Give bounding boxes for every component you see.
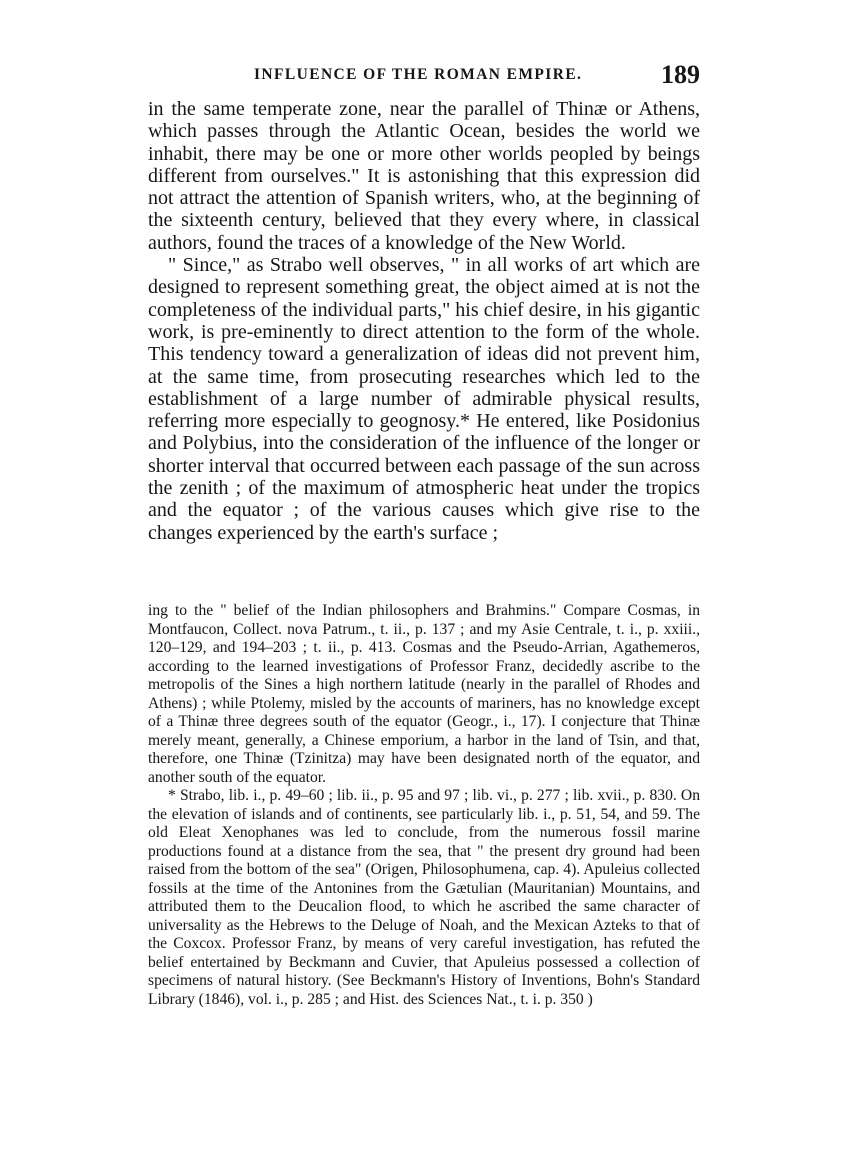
footnote-strabo: * Strabo, lib. i., p. 49–60 ; lib. ii., p. 95 and 97 ; lib. vi., p. 277 ; lib. xvii., p. 830. On the elevation of islands and of continents, see particularly lib. i., p. 51, 54, and 59. The old Eleat Xenophanes was led to conclude, from the numerous fossil marine productions found at a distance from the sea, that " the present dry ground had been raised from the bottom of the sea" (Origen, Philosophumena, cap. 4). Apuleius collected fossils at the time of the Antonines from the Gætulian (Mauritanian) Mountains, and attributed them to the Deucalion flood, to which he ascribed the same character of universality as the Hebrews to the Deluge of Noah, and the Mexican Azteks to that of the Coxcox. Professor Franz, by means of very careful investigation, has refuted the belief entertained by Beckmann and Cuvier, that Apuleius possessed a collection of specimens of natural history. (See Beckmann's History of Inventions, Bohn's Standard Library (1846), vol. i., p. 285 ; and Hist. des Sciences Nat., t. i. p. 350 ) — [148, 787, 700, 1008]
body-paragraph: " Since," as Strabo well observes, " in all works of art which are designed to represent something great, the object aimed at is not the completeness of the individual parts," his chief desire, in his gigantic work, is pre-eminently to direct attention to the form of the whole. This tendency toward a generalization of ideas did not prevent him, at the same time, from prosecuting researches which led to the establishment of a large number of admirable physical results, referring more especially to geognosy.* He entered, like Posidonius and Polybius, into the consideration of the influence of the longer or shorter interval that occurred between each passage of the sun across the zenith ; of the maximum of atmospheric heat under the tropics and the equator ; of the various causes which give rise to the changes experienced by the earth's surface ; — [148, 254, 700, 544]
page-number: 189 — [661, 60, 700, 89]
footnotes — [148, 602, 700, 1009]
page-header — [148, 62, 700, 96]
footnote-continued: ing to the " belief of the Indian philosophers and Brahmins." Compare Cosmas, in Montfaucon, Collect. nova Patrum., t. ii., p. 137 ; and my Asie Centrale, t. i., p. xxiii., 120–129, and 194–203 ; t. ii., p. 413. Cosmas and the Pseudo-Arrian, Agathemeros, according to the learned investigations of Professor Franz, decidedly ascribe to the metropolis of the Sines a high northern latitude (nearly in the parallel of Rhodes and Athens) ; while Ptolemy, misled by the accounts of mariners, has no knowledge except of a Thinæ three degrees south of the equator (Geogr., i., 17). I conjecture that Thinæ merely meant, generally, a Chinese emporium, a harbor in the land of Tsin, and that, therefore, one Thinæ (Tzinitza) may have been designated north of the equator, and another south of the equator. — [148, 602, 700, 786]
body-paragraph: in the same temperate zone, near the parallel of Thinæ or Athens, which passes through the Atlantic Ocean, besides the world we inhabit, there may be one or more other worlds peopled by beings different from ourselves." It is astonishing that this expression did not attract the attention of Spanish writers, who, at the beginning of the sixteenth century, believed that they every where, in classical authors, found the traces of a knowledge of the New World. — [148, 98, 700, 254]
running-head: INFLUENCE OF THE ROMAN EMPIRE. — [254, 66, 583, 83]
body-text — [148, 98, 700, 544]
